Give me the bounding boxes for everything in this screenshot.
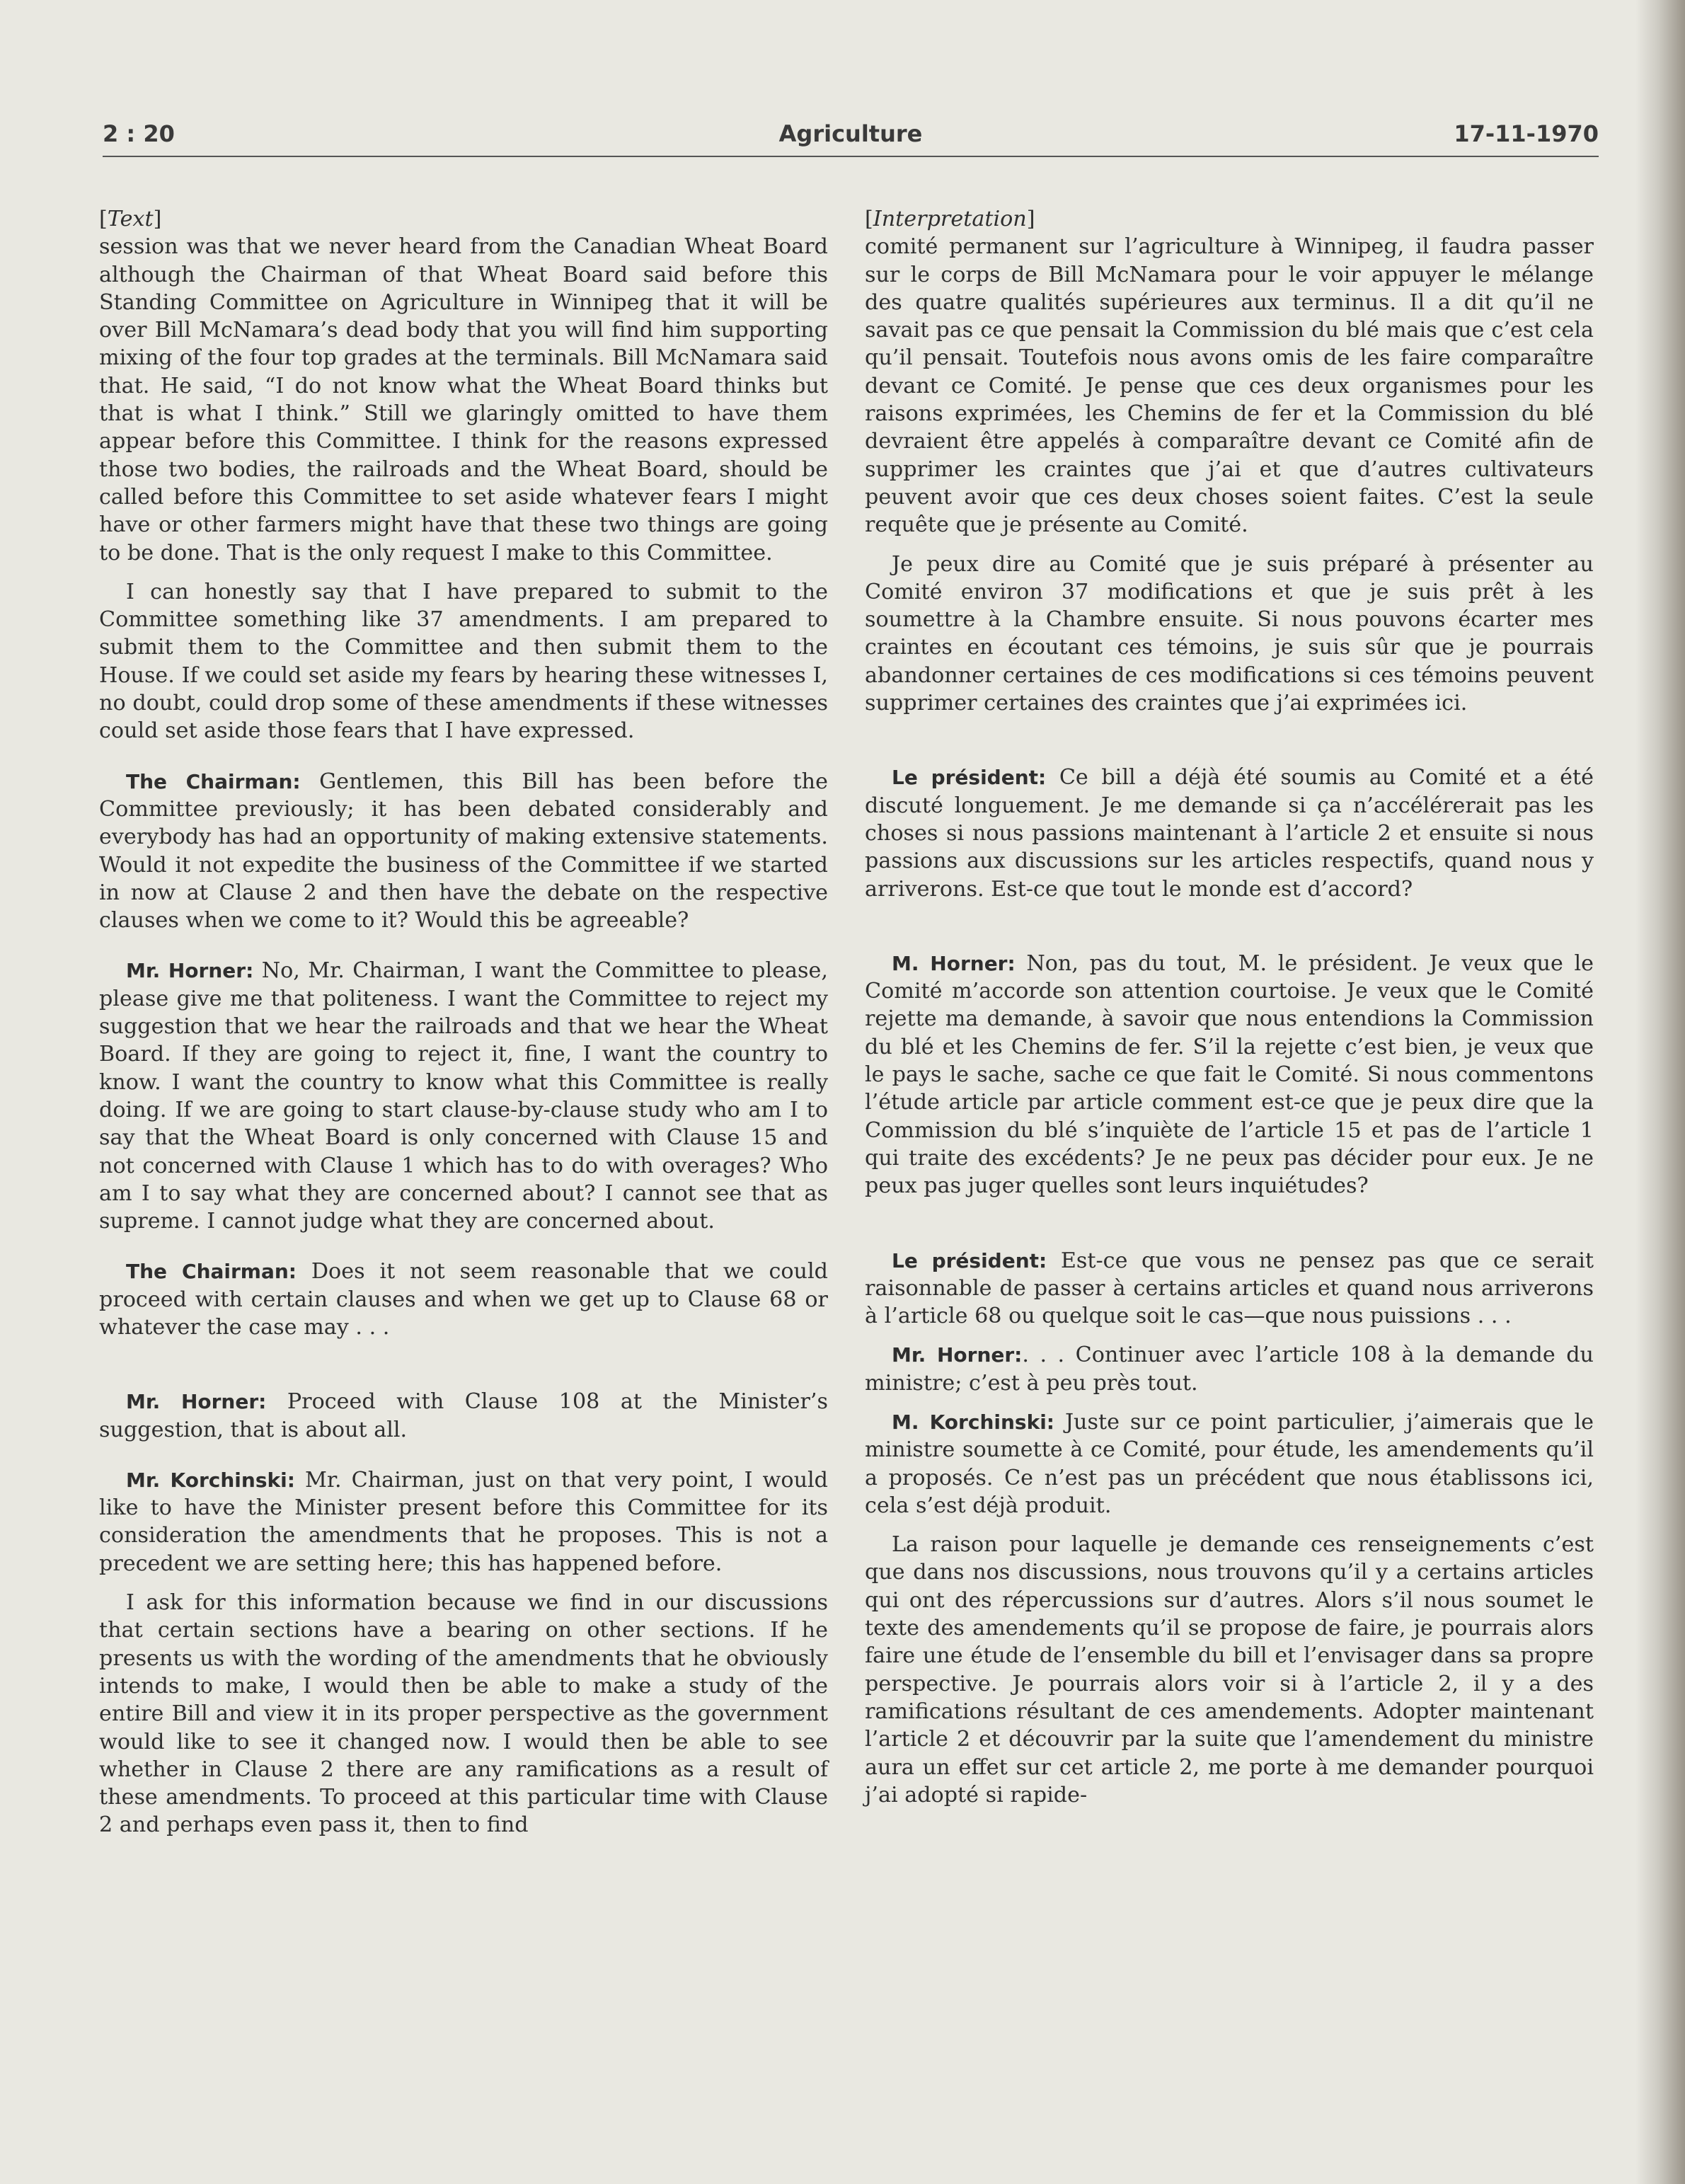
speech-horner: Mr. Horner: No, Mr. Chairman, I want the Committee to please, please give me that politeness. I want the Committee to reject my suggestion that we hear the railroads and that we hear the Wheat Board. If they are going to reject it, fine, I want the country to know. I want the country to know what this Committee is really doing. If we are going to start clause-by-clause study who am I to say that the Wheat Board is only concerned with Clause 15 and not concerned with Clause 1 which has to do with overages? Who am I to say what they are concerned about? I cannot see that as supreme. I cannot judge what they are concerned about. (99, 958, 828, 1234)
speaker-name: The Chairman: (126, 1260, 297, 1284)
speaker-name: Le président: (892, 766, 1047, 790)
speech-horner: Mr. Horner: Proceed with Clause 108 at the Minister’s suggestion, that is about all. (99, 1389, 829, 1442)
english-column (99, 205, 828, 1839)
paragraph: comité permanent sur l’agriculture à Winnipeg, il faudra passer sur le corps de Bill McNamara pour le voir appuyer le mélange des quatre qualités supérieures aux terminus. Il a dit qu’il ne savait pas ce que pensait la Commission du blé mais que c’est cela qu’il pensait. Toutefois nous avons omis de les faire comparaître devant ce Comité. Je pense que ces deux organismes pour les raisons exprimées, les Chemins de fer et la Commission du blé devraient être appelés à comparaître devant ce Comité afin de supprimer les craintes que j’ai et que d’autres cultivateurs peuvent avoir que ces deux choses soient faites. C’est la seule requête que je présente au Comité. (865, 234, 1594, 538)
speech-horner: M. Horner: Non, pas du tout, M. le président. Je veux que le Comité m’accorde son attention courtoise. Je veux que le Comité rejette ma demande, à savoir que nous entendions la Commission du blé et les Chemins de fer. S’il la rejette c’est bien, je veux que le pays le sache, sache ce que fait le Comité. Si nous commentons l’étude article par article comment est-ce que je peux dire que la Commission du blé s’inquiète de l’article 15 et pas de l’article 1 qui traite des excédents? Je ne peux pas décider pour eux. Je ne peux pas juger quelles sont leurs inquiétudes? (865, 950, 1594, 1199)
paragraph: I can honestly say that I have prepared to submit to the Committee something like 37 amendments. I am prepared to submit them to the Committee and then submit them to the House. If we could set aside my fears by hearing these witnesses I, no doubt, could drop some of these amendments if these witnesses could set aside those fears that I have expressed. (99, 579, 828, 744)
paragraph: session was that we never heard from the Canadian Wheat Board although the Chairman of that Wheat Board said before this Standing Committee on Agriculture in Winnipeg that it will be over Bill McNamara’s dead body that you will find him supporting mixing of the four top grades at the terminals. Bill McNamara said that. He said, “I do not know what the Wheat Board thinks but that is what I think.” Still we glaringly omitted to have them appear before this Committee. I think for the reasons expressed those two bodies, the railroads and the Wheat Board, should be called before this Committee to set aside whatever fears I might have or other farmers might have that these two things are going to be done. That is the only request I make to this Committee. (99, 234, 828, 565)
speaker-name: Le président: (892, 1248, 1047, 1272)
paragraph: Je peux dire au Comité que je suis préparé à présenter au Comité environ 37 modifications et que je suis prêt à les soumettre à la Chambre ensuite. Si nous pouvons écarter mes craintes en écoutant ces témoins, je suis sûr que je pourrais abandonner certaines de ces modifications si ces témoins peuvent supprimer certaines des craintes que j’ai exprimées ici. (865, 551, 1594, 716)
page-number: 2 : 20 (103, 120, 175, 147)
speech-president: Le président: Ce bill a déjà été soumis au Comité et a été discuté longuement. Je me demande si ça n’accélérerait pas les choses si nous passions maintenant à l’article 2 et ensuite si nous passions aux discussions sur les articles respectifs, quand nous y arriverons. Est-ce que tout le monde est d’accord? (865, 765, 1594, 902)
text-marker: [Text] (99, 207, 162, 231)
sitting-date: 17-11-1970 (1454, 120, 1599, 147)
paragraph: I ask for this information because we find in our discussions that certain sections have a bearing on other sections. If he presents us with the wording of the amendments that he obviously intends to make, I would then be able to make a study of the entire Bill and view it in its proper perspective as the government would like to see it changed now. I would then be able to see whether in Clause 2 there are any ramifications as a result of these amendments. To proceed at this particular time with Clause 2 and perhaps even pass it, then to find (99, 1590, 828, 1838)
speech-president: Le président: Est-ce que vous ne pensez pas que ce serait raisonnable de passer à certains articles et quand nous arriverons à l’article 68 ou quelque soit le cas—que nous puissions . . . (865, 1248, 1594, 1329)
french-column (865, 205, 1594, 1809)
speech-chairman: The Chairman: Does it not seem reasonable that we could proceed with certain clauses and when we get up to Clause 68 or whatever the case may . . . (99, 1259, 828, 1340)
speech-horner: Mr. Horner:. . . Continuer avec l’article 108 à la demande du ministre; c’est à peu près tout. (865, 1343, 1594, 1396)
speech-korchinski: M. Korchinski: Juste sur ce point particulier, j’aimerais que le ministre soumette à ce Comité, pour étude, les amendements qu’il a proposés. Ce n’est pas un précédent que nous établissons ici, cela s’est déjà produit. (865, 1409, 1594, 1518)
speaker-name: Mr. Horner: (892, 1343, 1023, 1367)
paragraph: La raison pour laquelle je demande ces renseignements c’est que dans nos discussions, nous trouvons qu’il y a certains articles qui ont des répercussions sur d’autres. Alors s’il nous soumet le texte des amendements qu’il se propose de faire, je pourrais alors faire une étude de l’ensemble du bill et l’envisager dans sa propre perspective. Je pourrais alors voir si à l’article 2, il y a des ramifications résultant de ces amendements. Adopter maintenant l’article 2 et découvrir par la suite que l’amendement du ministre aura un effet sur cet article 2, me porte à me demander pourquoi j’ai adopté si rapide- (865, 1532, 1594, 1807)
speaker-name: Mr. Korchinski: (126, 1468, 295, 1492)
speech-chairman: The Chairman: Gentlemen, this Bill has been before the Committee previously; it has been debated considerably and everybody has had an opportunity of making extensive statements. Would it not expedite the business of the Committee if we started in now at Clause 2 and then have the debate on the respective clauses when we come to it? Would this be agreeable? (99, 769, 828, 933)
speaker-name: Mr. Horner: (126, 959, 254, 983)
speech-korchinski: Mr. Korchinski: Mr. Chairman, just on that very point, I would like to have the Minister present before this Committee for its consideration the amendments that he proposes. This is not a precedent we are setting here; this has happened before. (99, 1467, 828, 1576)
speaker-name: Mr. Horner: (126, 1390, 267, 1414)
page-header (103, 116, 1599, 157)
speaker-name: M. Horner: (892, 951, 1016, 975)
page-edge-shadow (1635, 0, 1685, 2184)
speaker-name: The Chairman: (126, 769, 301, 793)
running-title: Agriculture (778, 120, 923, 147)
speaker-name: M. Korchinski: (892, 1410, 1054, 1434)
interpretation-marker: [Interpretation] (865, 207, 1035, 231)
